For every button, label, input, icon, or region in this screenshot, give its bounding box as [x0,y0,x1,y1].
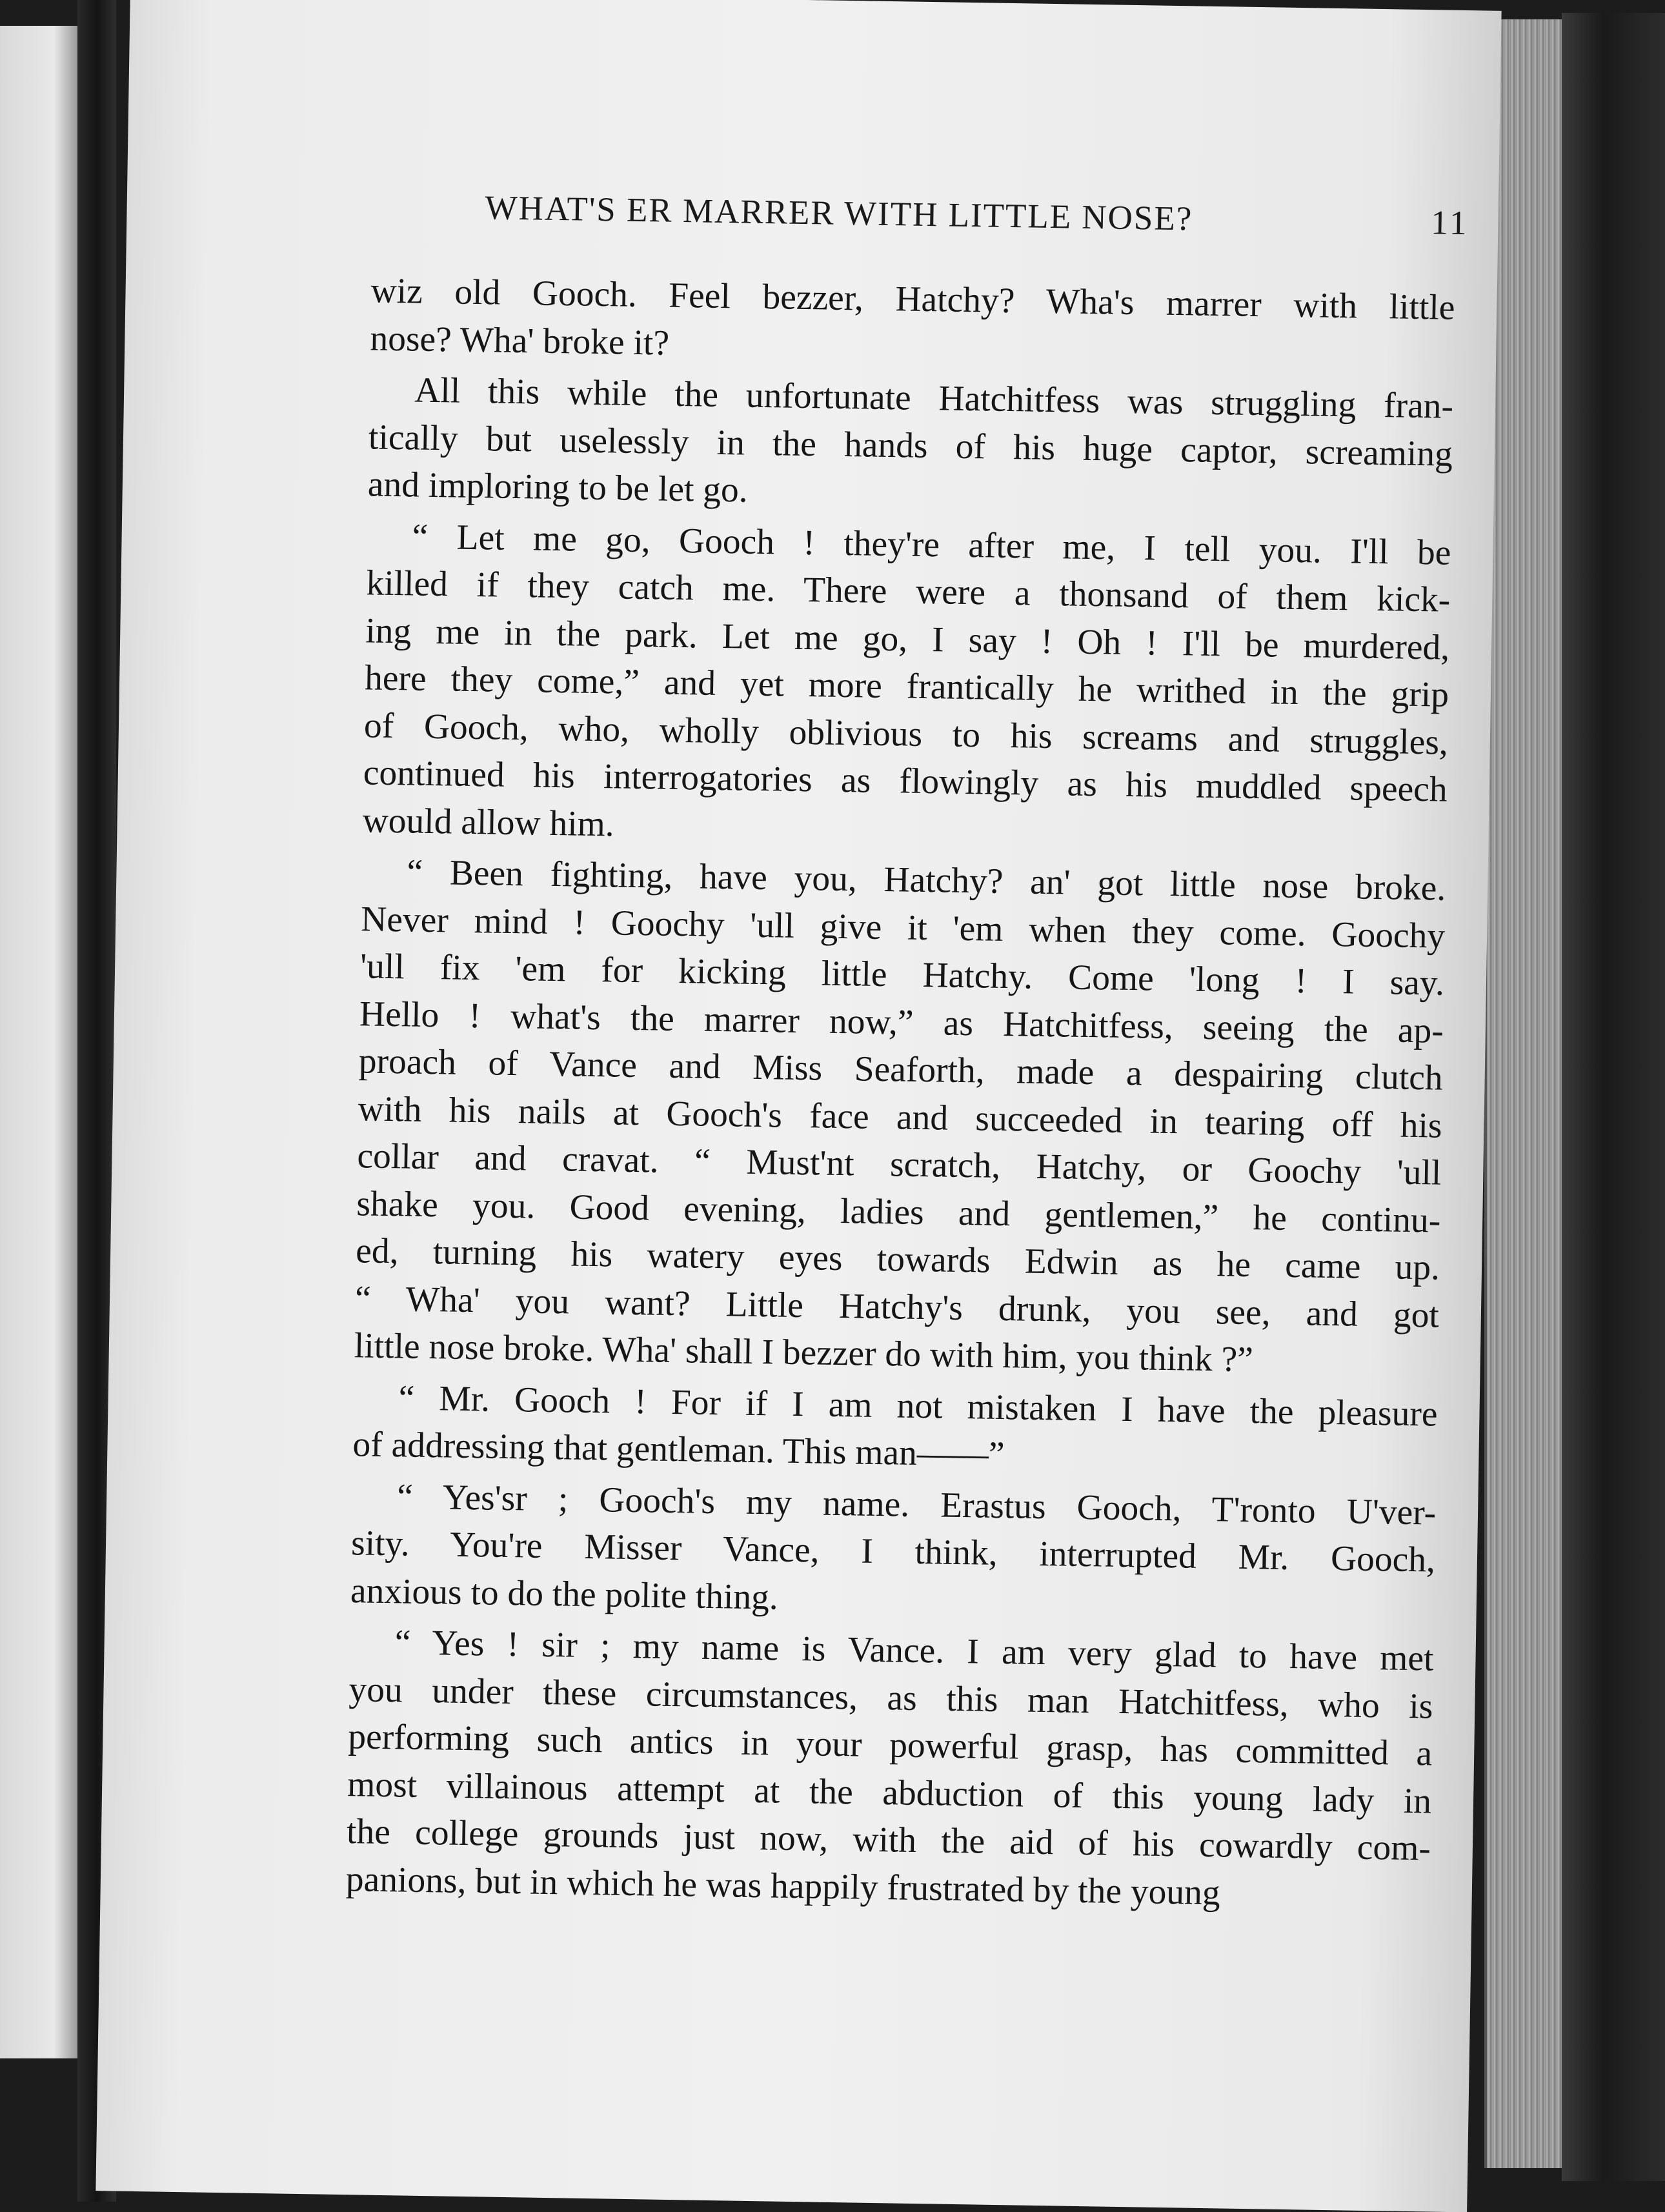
text-line: panions, but in which he was happily frustrated by the young [345,1859,1221,1913]
paragraph [350,1473,1436,1632]
left-facing-page [0,26,77,2058]
text-line: Hello ! what's the marrer now,” as Hatchitfess, seeing the ap- [359,994,1444,1051]
text-line: “ Mr. Gooch ! For if I am not mistaken I have the pleasure [398,1378,1438,1434]
text-line: Never mind ! Goochy 'ull give it 'em when they come. Goochy [360,899,1446,956]
paragraph [362,512,1451,861]
text-line: the college grounds just now, with the aid of his cowardly com- [346,1812,1431,1869]
text-line: collar and cravat. “ Must'nt scratch, Hatchy, or Goochy 'ull [357,1136,1442,1193]
text-line: “ Yes'sr ; Gooch's my name. Erastus Gooch, T'ronto U'ver- [396,1476,1437,1533]
book-cover-edge [1562,13,1665,2181]
text-line: “ Wha' you want? Little Hatchy's drunk, you see, and got [354,1278,1440,1336]
text-line: “ Been fighting, have you, Hatchy? an' got little nose broke. [407,852,1446,909]
text-line: “ Yes ! sir ; my name is Vance. I am very glad to have met [394,1623,1435,1679]
text-line: here they come,” and yet more frantically he writhed in the grip [364,658,1449,715]
text-line: most villainous attempt at the abduction of this young lady in [347,1764,1432,1822]
text-line: All this while the unfortunate Hatchitfess was struggling fran- [414,370,1454,427]
text-line: and imploring to be let go. [367,465,749,510]
text-line: sity. You're Misser Vance, I think, interrupted Mr. Gooch, [350,1523,1436,1580]
text-line: you under these circumstances, as this man Hatchitfess, who is [348,1669,1433,1727]
text-line: would allow him. [362,800,615,844]
text-line: shake you. Good evening, ladies and gentlemen,” he continu- [356,1183,1441,1241]
text-line: ed, turning his watery eyes towards Edwin as he came up. [355,1231,1440,1288]
text-line: killed if they catch me. There were a thonsand of them kick- [366,563,1451,620]
text-line: of addressing that gentleman. This man——” [352,1425,1005,1475]
text-line: proach of Vance and Miss Seaforth, made a despairing clutch [358,1041,1444,1098]
text-line: 'ull fix 'em for kicking little Hatchy. Come 'long ! I say. [359,947,1445,1003]
text-line: anxious to do the polite thing. [350,1571,779,1618]
text-line: of Gooch, who, wholly oblivious to his screams and struggles, [363,705,1449,763]
text-line: continued his interrogatories as flowingly as his muddled speech [363,753,1448,810]
paragraph [345,1618,1434,1920]
text-line: nose? Wha' broke it? [369,318,670,363]
text-line: wiz old Gooch. Feel bezzer, Hatchy? Wha's marrer with little [370,271,1455,328]
paragraph [370,267,1455,379]
paragraph [352,1374,1438,1485]
text-line: ing me in the park. Let me go, I say ! Oh ! I'll be murdered, [365,610,1450,668]
running-title: WHAT'S ER MARRER WITH LITTLE NOSE? [485,189,1193,238]
paragraph [354,848,1446,1387]
running-header [372,186,1469,262]
text-line: performing such antics in your powerful grasp, has committed a [347,1717,1433,1774]
book-page [96,0,1501,2212]
paragraph [367,366,1453,525]
body-text [345,267,1455,1924]
text-line: tically but uselessly in the hands of his huge captor, screaming [368,417,1453,474]
text-line: with his nails at Gooch's face and succeeded in tearing off his [358,1089,1442,1146]
page-number: 11 [1430,204,1469,243]
text-line: “ Let me go, Gooch ! they're after me, I tell you. I'll be [412,516,1451,573]
text-line: little nose broke. Wha' shall I bezzer do with him, you think ?” [354,1326,1254,1380]
